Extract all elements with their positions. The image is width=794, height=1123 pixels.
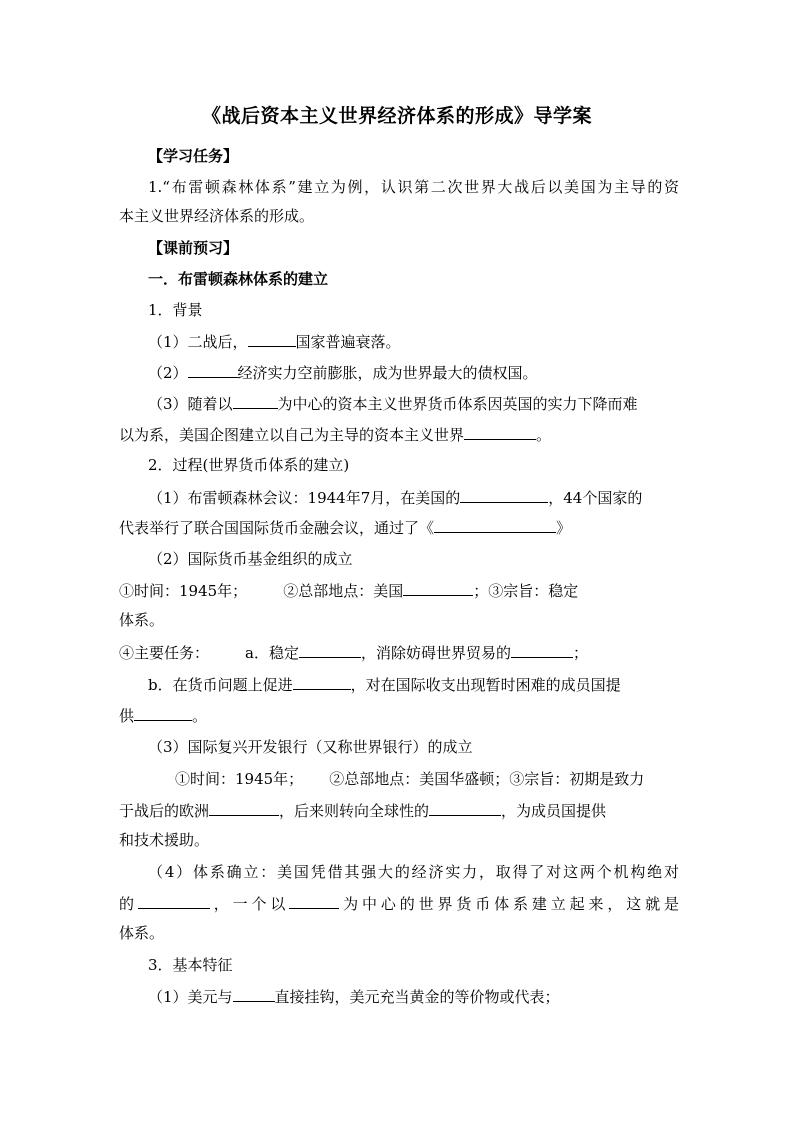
fill-blank[interactable] xyxy=(134,705,192,721)
text: （1）二战后， xyxy=(148,333,248,351)
text: 。 xyxy=(536,426,552,444)
process-item-4-line-1: （4）体系确立：美国凭借其强大的经济实力，取得了对这两个机构绝对 xyxy=(148,863,679,881)
process-item-3-line-3: 和技术援助。 xyxy=(119,831,210,849)
process-item-2-task-a xyxy=(119,642,679,663)
fill-blank[interactable] xyxy=(293,674,351,690)
text: 以为系，美国企图建立以自己为主导的资本主义世界 xyxy=(119,426,465,444)
text: （1）布雷顿森林会议：1944年7月，在美国的 xyxy=(148,489,461,507)
text: 国家普遍衰落。 xyxy=(295,333,401,351)
fill-blank[interactable] xyxy=(434,517,556,533)
text: ④主要任务： xyxy=(119,644,210,662)
text: 的 xyxy=(119,895,138,913)
fill-blank[interactable] xyxy=(460,487,548,503)
fill-blank[interactable] xyxy=(511,642,573,658)
process-item-3-line-1 xyxy=(175,769,679,789)
text: 经济实力空前膨胀，成为世界最大的债权国。 xyxy=(237,364,538,382)
text: ，44个国家的 xyxy=(548,489,643,507)
fill-blank[interactable] xyxy=(233,986,275,1002)
text: 为中心的世界货币体系建立起来，这就是 xyxy=(339,895,679,913)
text: ，一个以 xyxy=(209,895,290,913)
text: ，消除妨碍世界贸易的 xyxy=(360,644,511,662)
process-item-1-line-2 xyxy=(119,517,679,538)
process-item-3-line-2 xyxy=(119,800,679,821)
process-item-4-line-2 xyxy=(119,893,679,914)
task-1-line-2: 本主义世界经济体系的形成。 xyxy=(119,207,315,225)
background-item-3-line-1 xyxy=(148,393,679,414)
text: ②总部地点：美国华盛顿；③宗旨：初期是致力 xyxy=(329,770,645,788)
fill-blank[interactable] xyxy=(299,642,361,658)
background-item-2 xyxy=(148,362,679,383)
text: 代表举行了联合国国际货币金融会议，通过了《 xyxy=(119,519,435,537)
text: ，后来则转向全球性的 xyxy=(279,802,430,820)
text: （2） xyxy=(148,364,188,382)
process-heading: 2．过程(世界货币体系的建立) xyxy=(148,456,350,474)
fill-blank[interactable] xyxy=(429,800,501,816)
text: 》 xyxy=(556,519,572,537)
task-header: 【学习任务】 xyxy=(148,147,239,165)
text: ，为成员国提供 xyxy=(501,802,607,820)
fill-blank[interactable] xyxy=(138,893,210,909)
features-heading: 3．基本特征 xyxy=(148,956,233,974)
page-title: 《战后资本主义世界经济体系的形成》导学案 xyxy=(201,105,592,127)
text: ①时间：1945年； xyxy=(119,582,248,600)
preview-header: 【课前预习】 xyxy=(148,239,239,257)
process-item-2-task-b-line-1 xyxy=(148,674,679,695)
text: ；③宗旨：稳定 xyxy=(473,582,579,600)
text: 。 xyxy=(192,707,208,725)
text: 直接挂钩，美元充当黄金的等价物或代表； xyxy=(274,988,560,1006)
fill-blank[interactable] xyxy=(289,893,339,909)
text: ①时间：1945年； xyxy=(175,770,304,788)
text: b．在货币问题上促进 xyxy=(148,676,293,694)
text: 供 xyxy=(119,707,135,725)
text: ； xyxy=(572,644,588,662)
background-heading: 1．背景 xyxy=(148,301,203,319)
process-item-1-line-1 xyxy=(148,487,679,508)
process-item-2-heading: （2）国际货币基金组织的成立 xyxy=(148,550,353,568)
fill-blank[interactable] xyxy=(403,580,473,596)
process-item-2-system: 体系。 xyxy=(119,611,165,629)
text: ②总部地点：美国 xyxy=(283,582,404,600)
process-item-4-line-3: 体系。 xyxy=(119,924,165,942)
process-item-2-details xyxy=(119,580,679,601)
section-1-heading: 一．布雷顿森林体系的建立 xyxy=(148,270,329,288)
background-item-1 xyxy=(148,331,679,352)
text: 为中心的资本主义世界货币体系因英国的实力下降而难 xyxy=(277,395,638,413)
fill-blank[interactable] xyxy=(248,331,296,347)
task-1-line-1: 1.“布雷顿森林体系”建立为例，认识第二次世界大战后以美国为主导的资 xyxy=(148,178,679,196)
fill-blank[interactable] xyxy=(188,362,238,378)
background-item-3-line-2 xyxy=(119,424,679,445)
text: a．稳定 xyxy=(245,644,299,662)
text: （1）美元与 xyxy=(148,988,233,1006)
feature-item-1 xyxy=(148,986,679,1007)
text: 于战后的欧洲 xyxy=(119,802,210,820)
fill-blank[interactable] xyxy=(464,424,536,440)
text: （3）随着以 xyxy=(148,395,233,413)
process-item-2-task-b-line-2 xyxy=(119,705,679,726)
text: ，对在国际收支出现暂时困难的成员国提 xyxy=(350,676,621,694)
fill-blank[interactable] xyxy=(233,393,278,409)
process-item-3-heading: （3）国际复兴开发银行（又称世界银行）的成立 xyxy=(148,738,473,756)
fill-blank[interactable] xyxy=(209,800,279,816)
